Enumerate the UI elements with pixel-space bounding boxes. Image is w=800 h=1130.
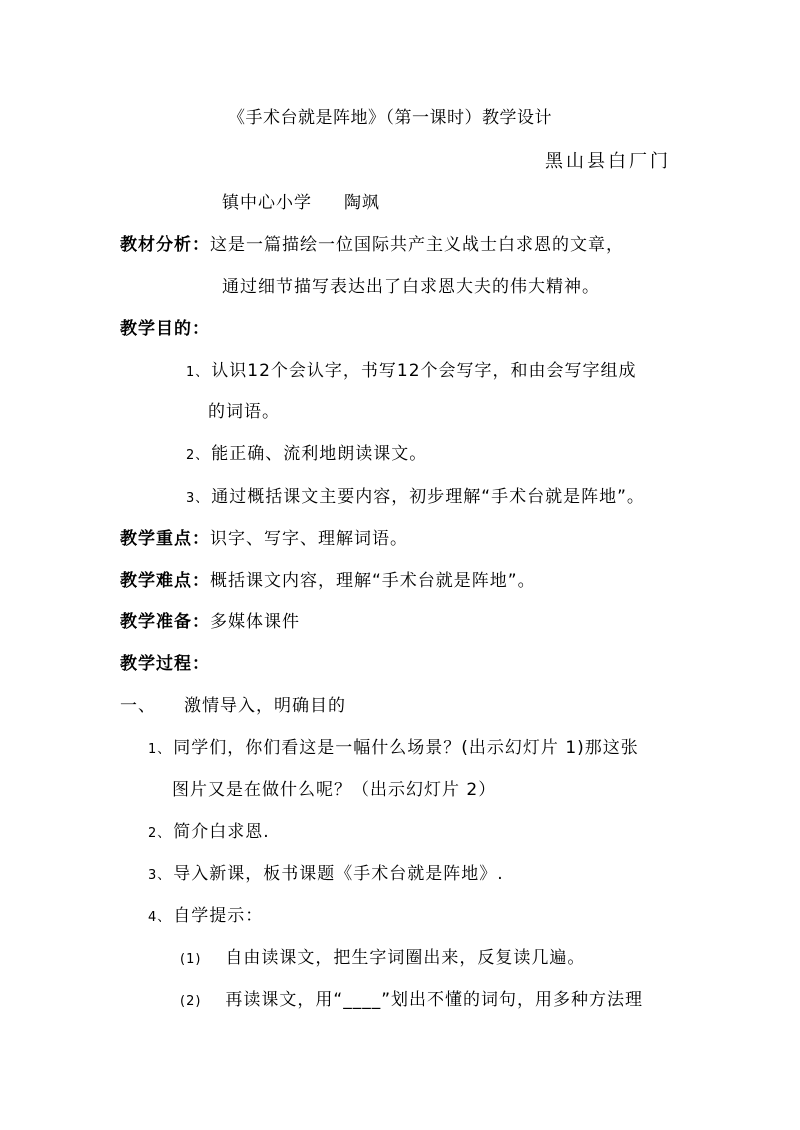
author-school: 镇中心小学 xyxy=(222,193,312,213)
key-points-line xyxy=(120,528,408,550)
step-text-4: 自学提示： xyxy=(173,906,264,926)
goal-text-1a: 认识12个会认字，书写12个会写字，和由会写字组成 xyxy=(211,361,637,381)
step-num-2: 2、 xyxy=(148,826,172,841)
preparation-text: 多媒体课件 xyxy=(210,612,300,632)
step-1 xyxy=(148,737,639,761)
step-text-3: 导入新课，板书课题《手术台就是阵地》. xyxy=(173,864,504,884)
document-title: 《手术台就是阵地》（第一课时）教学设计 xyxy=(228,108,552,128)
sub-step-text-1: 自由读课文，把生字词圈出来，反复读几遍。 xyxy=(225,948,586,968)
step-3 xyxy=(148,863,504,887)
section-1-heading xyxy=(120,695,346,717)
goal-num-1: 1、 xyxy=(186,365,210,380)
step-2 xyxy=(148,821,270,845)
author-name: 陶飒 xyxy=(344,193,380,213)
section-1-text: 激情导入，明确目的 xyxy=(184,696,346,716)
goal-item-2 xyxy=(186,443,427,467)
process-label: 教学过程： xyxy=(120,654,210,674)
sub-step-2 xyxy=(180,989,643,1013)
analysis-text-2: 通过细节描写表达出了白求恩大夫的伟大精神。 xyxy=(222,277,600,297)
analysis-label: 教材分析： xyxy=(120,235,210,255)
preparation-line xyxy=(120,611,300,633)
difficulties-label: 教学难点： xyxy=(120,571,210,591)
sub-step-text-2: 再读课文，用“____”划出不懂的词句，用多种方法理 xyxy=(225,990,644,1010)
analysis-line-1 xyxy=(120,234,624,256)
goal-num-2: 2、 xyxy=(186,448,210,463)
goals-label: 教学目的： xyxy=(120,319,210,339)
goal-num-3: 3、 xyxy=(186,491,210,506)
sub-step-1 xyxy=(180,947,585,971)
analysis-text-1: 这是一篇描绘一位国际共产主义战士白求恩的文章， xyxy=(210,235,624,255)
step-4 xyxy=(148,905,263,929)
step-text-1a: 同学们，你们看这是一幅什么场景？(出示幻灯片 1)那这张 xyxy=(173,738,639,758)
author-line xyxy=(222,192,380,214)
step-num-1: 1、 xyxy=(148,742,172,757)
step-text-1b: 图片又是在做什么呢？（出示幻灯片 2） xyxy=(172,780,497,800)
sub-step-num-2: (2) xyxy=(180,994,202,1009)
sub-step-num-1: (1) xyxy=(180,952,202,967)
key-points-label: 教学重点： xyxy=(120,529,210,549)
goal-text-2: 能正确、流利地朗读课文。 xyxy=(211,444,428,464)
difficulties-line xyxy=(120,570,536,592)
goal-text-1b: 的词语。 xyxy=(208,402,280,422)
step-num-4: 4、 xyxy=(148,910,172,925)
goal-item-3 xyxy=(186,486,645,510)
difficulties-text: 概括课文内容，理解“手术台就是阵地”。 xyxy=(210,571,536,591)
key-points-text: 识字、写字、理解词语。 xyxy=(210,529,408,549)
section-1-num: 一、 xyxy=(120,696,156,716)
preparation-label: 教学准备： xyxy=(120,612,210,632)
step-text-2: 简介白求恩. xyxy=(173,822,270,842)
step-num-3: 3、 xyxy=(148,868,172,883)
author-place: 黑山县白厂门 xyxy=(545,151,671,172)
goal-text-3: 通过概括课文主要内容，初步理解“手术台就是阵地”。 xyxy=(211,487,645,507)
goal-item-1 xyxy=(186,360,637,384)
